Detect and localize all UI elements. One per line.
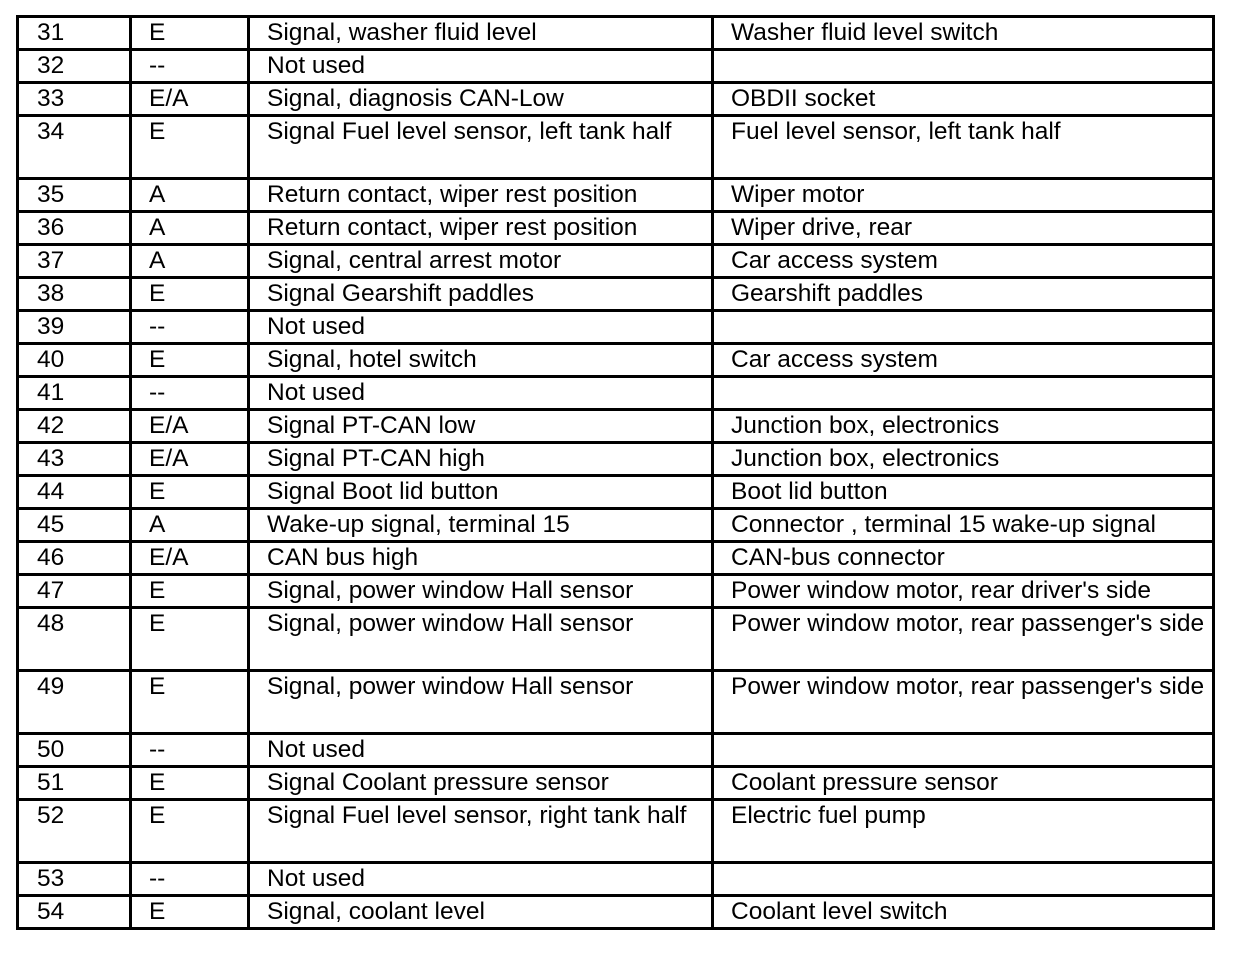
signal-description-cell: Signal, power window Hall sensor bbox=[249, 608, 713, 671]
component-cell: Power window motor, rear passenger's side bbox=[713, 671, 1214, 734]
table-row bbox=[18, 671, 1214, 734]
component-cell: Electric fuel pump bbox=[713, 800, 1214, 863]
signal-description-cell: Signal PT-CAN high bbox=[249, 443, 713, 476]
component-cell: Boot lid button bbox=[713, 476, 1214, 509]
signal-description-cell: Wake-up signal, terminal 15 bbox=[249, 509, 713, 542]
pin-number-cell: 31 bbox=[18, 17, 131, 50]
signal-direction-cell: E/A bbox=[131, 83, 249, 116]
signal-direction-cell: -- bbox=[131, 50, 249, 83]
pin-number-cell: 46 bbox=[18, 542, 131, 575]
table-row bbox=[18, 245, 1214, 278]
table-row bbox=[18, 83, 1214, 116]
component-cell: Connector , terminal 15 wake-up signal bbox=[713, 509, 1214, 542]
component-cell: Junction box, electronics bbox=[713, 410, 1214, 443]
component-cell: CAN-bus connector bbox=[713, 542, 1214, 575]
signal-description-cell: Not used bbox=[249, 377, 713, 410]
signal-direction-cell: E bbox=[131, 116, 249, 179]
signal-description-cell: Signal, central arrest motor bbox=[249, 245, 713, 278]
pin-number-cell: 45 bbox=[18, 509, 131, 542]
component-cell: Wiper motor bbox=[713, 179, 1214, 212]
table-row bbox=[18, 575, 1214, 608]
component-cell: Coolant pressure sensor bbox=[713, 767, 1214, 800]
signal-direction-cell: E bbox=[131, 608, 249, 671]
component-cell bbox=[713, 734, 1214, 767]
signal-direction-cell: E bbox=[131, 17, 249, 50]
signal-description-cell: Signal Boot lid button bbox=[249, 476, 713, 509]
signal-direction-cell: -- bbox=[131, 311, 249, 344]
component-cell: Power window motor, rear passenger's side bbox=[713, 608, 1214, 671]
signal-direction-cell: A bbox=[131, 245, 249, 278]
pin-number-cell: 49 bbox=[18, 671, 131, 734]
component-cell bbox=[713, 50, 1214, 83]
table-row bbox=[18, 509, 1214, 542]
component-cell: Fuel level sensor, left tank half bbox=[713, 116, 1214, 179]
table-row bbox=[18, 608, 1214, 671]
component-cell: Junction box, electronics bbox=[713, 443, 1214, 476]
pin-number-cell: 47 bbox=[18, 575, 131, 608]
pin-number-cell: 51 bbox=[18, 767, 131, 800]
signal-description-cell: Signal Fuel level sensor, right tank half bbox=[249, 800, 713, 863]
pin-number-cell: 32 bbox=[18, 50, 131, 83]
table-row bbox=[18, 896, 1214, 929]
component-cell: Coolant level switch bbox=[713, 896, 1214, 929]
table-body bbox=[18, 17, 1214, 929]
component-cell: Car access system bbox=[713, 245, 1214, 278]
pin-number-cell: 42 bbox=[18, 410, 131, 443]
signal-description-cell: Not used bbox=[249, 734, 713, 767]
component-cell: Wiper drive, rear bbox=[713, 212, 1214, 245]
signal-direction-cell: E bbox=[131, 575, 249, 608]
signal-description-cell: Not used bbox=[249, 311, 713, 344]
component-cell: Gearshift paddles bbox=[713, 278, 1214, 311]
signal-direction-cell: A bbox=[131, 179, 249, 212]
component-cell: OBDII socket bbox=[713, 83, 1214, 116]
pin-number-cell: 33 bbox=[18, 83, 131, 116]
signal-direction-cell: E bbox=[131, 344, 249, 377]
pin-assignment-table bbox=[16, 15, 1215, 930]
signal-direction-cell: E bbox=[131, 671, 249, 734]
table-row bbox=[18, 377, 1214, 410]
signal-description-cell: Signal, diagnosis CAN-Low bbox=[249, 83, 713, 116]
signal-description-cell: Signal, power window Hall sensor bbox=[249, 671, 713, 734]
pin-number-cell: 39 bbox=[18, 311, 131, 344]
pin-number-cell: 48 bbox=[18, 608, 131, 671]
table-row bbox=[18, 116, 1214, 179]
signal-direction-cell: -- bbox=[131, 734, 249, 767]
signal-description-cell: Signal, washer fluid level bbox=[249, 17, 713, 50]
signal-direction-cell: E bbox=[131, 278, 249, 311]
pin-number-cell: 53 bbox=[18, 863, 131, 896]
pin-number-cell: 40 bbox=[18, 344, 131, 377]
signal-description-cell: Signal PT-CAN low bbox=[249, 410, 713, 443]
table-row bbox=[18, 17, 1214, 50]
table-row bbox=[18, 767, 1214, 800]
table-row bbox=[18, 542, 1214, 575]
signal-direction-cell: E bbox=[131, 476, 249, 509]
table-row bbox=[18, 278, 1214, 311]
pin-number-cell: 37 bbox=[18, 245, 131, 278]
signal-description-cell: Signal Fuel level sensor, left tank half bbox=[249, 116, 713, 179]
pin-number-cell: 54 bbox=[18, 896, 131, 929]
table-row bbox=[18, 476, 1214, 509]
signal-description-cell: Signal, coolant level bbox=[249, 896, 713, 929]
signal-direction-cell: A bbox=[131, 509, 249, 542]
signal-direction-cell: E bbox=[131, 767, 249, 800]
component-cell: Power window motor, rear driver's side bbox=[713, 575, 1214, 608]
signal-description-cell: CAN bus high bbox=[249, 542, 713, 575]
component-cell bbox=[713, 863, 1214, 896]
pin-number-cell: 38 bbox=[18, 278, 131, 311]
pin-number-cell: 35 bbox=[18, 179, 131, 212]
signal-description-cell: Not used bbox=[249, 863, 713, 896]
signal-description-cell: Return contact, wiper rest position bbox=[249, 179, 713, 212]
signal-description-cell: Return contact, wiper rest position bbox=[249, 212, 713, 245]
component-cell bbox=[713, 377, 1214, 410]
pin-number-cell: 50 bbox=[18, 734, 131, 767]
pin-number-cell: 41 bbox=[18, 377, 131, 410]
table-row bbox=[18, 212, 1214, 245]
signal-direction-cell: -- bbox=[131, 377, 249, 410]
pin-number-cell: 52 bbox=[18, 800, 131, 863]
signal-description-cell: Signal Coolant pressure sensor bbox=[249, 767, 713, 800]
signal-description-cell: Signal, hotel switch bbox=[249, 344, 713, 377]
signal-description-cell: Signal Gearshift paddles bbox=[249, 278, 713, 311]
signal-direction-cell: A bbox=[131, 212, 249, 245]
table-row bbox=[18, 50, 1214, 83]
component-cell: Washer fluid level switch bbox=[713, 17, 1214, 50]
signal-description-cell: Signal, power window Hall sensor bbox=[249, 575, 713, 608]
pin-number-cell: 43 bbox=[18, 443, 131, 476]
signal-direction-cell: E bbox=[131, 896, 249, 929]
pin-number-cell: 34 bbox=[18, 116, 131, 179]
signal-direction-cell: E/A bbox=[131, 542, 249, 575]
table-row bbox=[18, 800, 1214, 863]
table-row bbox=[18, 443, 1214, 476]
table-row bbox=[18, 734, 1214, 767]
signal-direction-cell: E/A bbox=[131, 443, 249, 476]
table-row bbox=[18, 311, 1214, 344]
component-cell bbox=[713, 311, 1214, 344]
component-cell: Car access system bbox=[713, 344, 1214, 377]
signal-direction-cell: E bbox=[131, 800, 249, 863]
signal-direction-cell: -- bbox=[131, 863, 249, 896]
table-row bbox=[18, 410, 1214, 443]
signal-description-cell: Not used bbox=[249, 50, 713, 83]
pin-number-cell: 44 bbox=[18, 476, 131, 509]
table-row bbox=[18, 863, 1214, 896]
table-row bbox=[18, 344, 1214, 377]
pin-number-cell: 36 bbox=[18, 212, 131, 245]
table-row bbox=[18, 179, 1214, 212]
signal-direction-cell: E/A bbox=[131, 410, 249, 443]
